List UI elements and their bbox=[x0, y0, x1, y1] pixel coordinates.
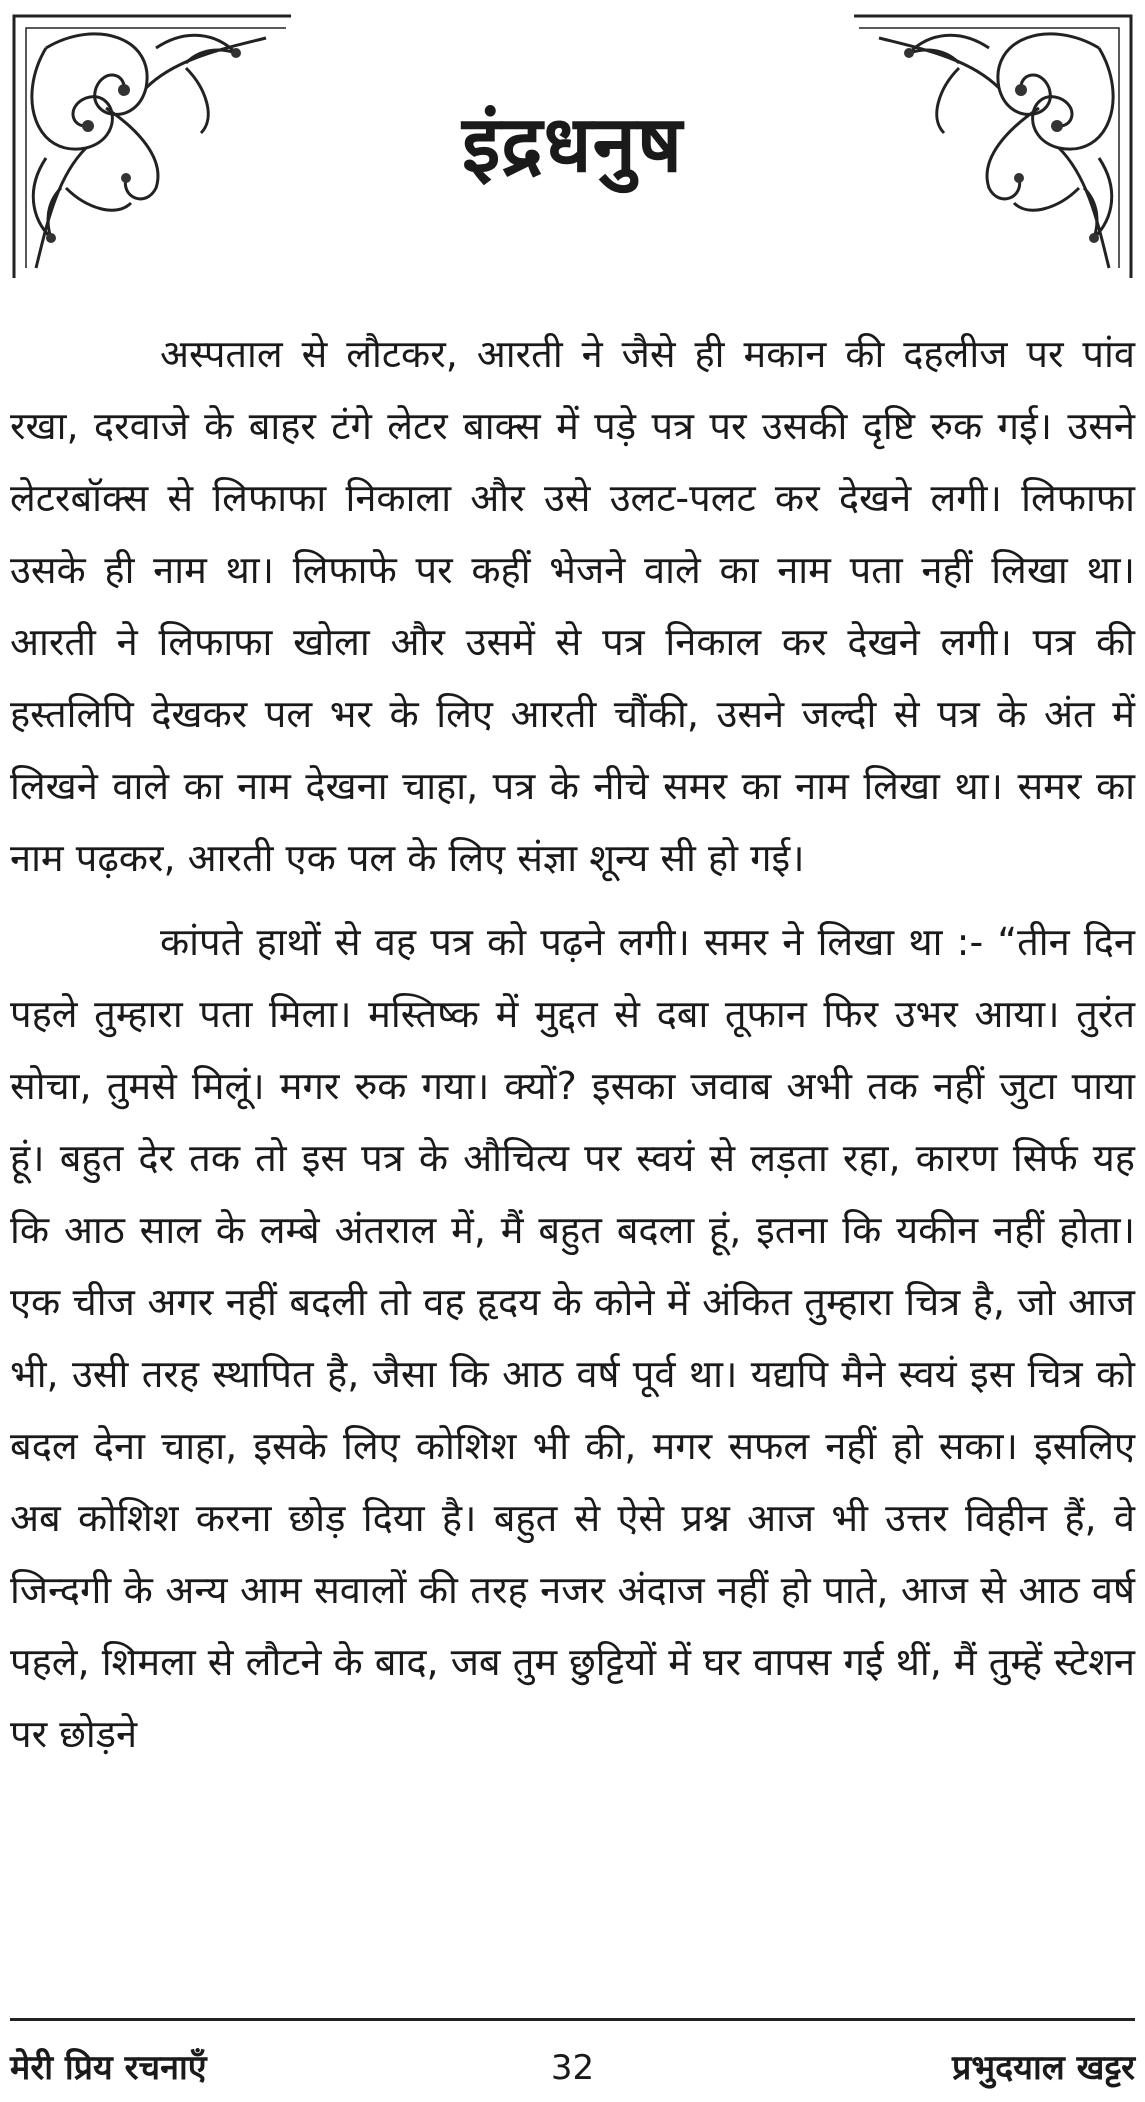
page-number: 32 bbox=[550, 2048, 595, 2088]
footer-book-title: मेरी प्रिय रचनाएँ bbox=[10, 2048, 207, 2088]
paragraph: कांपते हाथों से वह पत्र को पढ़ने लगी। समर ने लिखा था :- “तीन दिन पहले तुम्हारा पता मिला। मस्तिष्क में मुद्दत से दबा तूफान फिर उभर आया। तुरंत सोचा, तुमसे मिलूं। मगर रुक गया। क्यों? इसका जवाब अभी तक नहीं जुटा पाया हूं। बहुत देर तक तो इस पत्र के औचित्य पर स्वयं से लड़ता रहा, कारण सिर्फ यह कि आठ साल के लम्बे अंतराल में, मैं बहुत बदला हूं, इतना कि यकीन नहीं होता। एक चीज अगर नहीं बदली तो वह हृदय के कोने में अंकित तुम्हारा चित्र है, जो आज भी, उसी तरह स्थापित है, जैसा कि आठ वर्ष पूर्व था। यद्यपि मैने स्वयं इस चित्र को बदल देना चाहा, इसके लिए कोशिश भी की, मगर सफल नहीं हो सका। इसलिए अब कोशिश करना छोड़ दिया है। बहुत से ऐसे प्रश्न आज भी उत्तर विहीन हैं, वे जिन्दगी के अन्य आम सवालों की तरह नजर अंदाज नहीं हो पाते, आज से आठ वर्ष पहले, शिमला से लौटने के बाद, जब तुम छुट्टियों में घर वापस गई थीं, मैं तुम्हें स्टेशन पर छोड़ने bbox=[10, 920, 1135, 1756]
footer-author: प्रभुदयाल खट्टर bbox=[951, 2048, 1135, 2088]
body-text bbox=[10, 318, 1135, 1782]
footer-divider bbox=[10, 2018, 1135, 2021]
page-title: इंद्रधनुष bbox=[461, 100, 684, 190]
page-footer bbox=[10, 2040, 1135, 2096]
paragraph: अस्पताल से लौटकर, आरती ने जैसे ही मकान की दहलीज पर पांव रखा, दरवाजे के बाहर टंगे लेटर बाक्स में पड़े पत्र पर उसकी दृष्टि रुक गई। उसने लेटरबॉक्स से लिफाफा निकाला और उसे उलट-पलट कर देखने लगी। लिफाफा उसके ही नाम था। लिफाफे पर कहीं भेजने वाले का नाम पता नहीं लिखा था। आरती ने लिफाफा खोला और उसमें से पत्र निकाल कर देखने लगी। पत्र की हस्तलिपि देखकर पल भर के लिए आरती चौंकी, उसने जल्दी से पत्र के अंत में लिखने वाले का नाम देखना चाहा, पत्र के नीचे समर का नाम लिखा था। समर का नाम पढ़कर, आरती एक पल के लिए संज्ञा शून्य सी हो गई। bbox=[10, 332, 1135, 880]
